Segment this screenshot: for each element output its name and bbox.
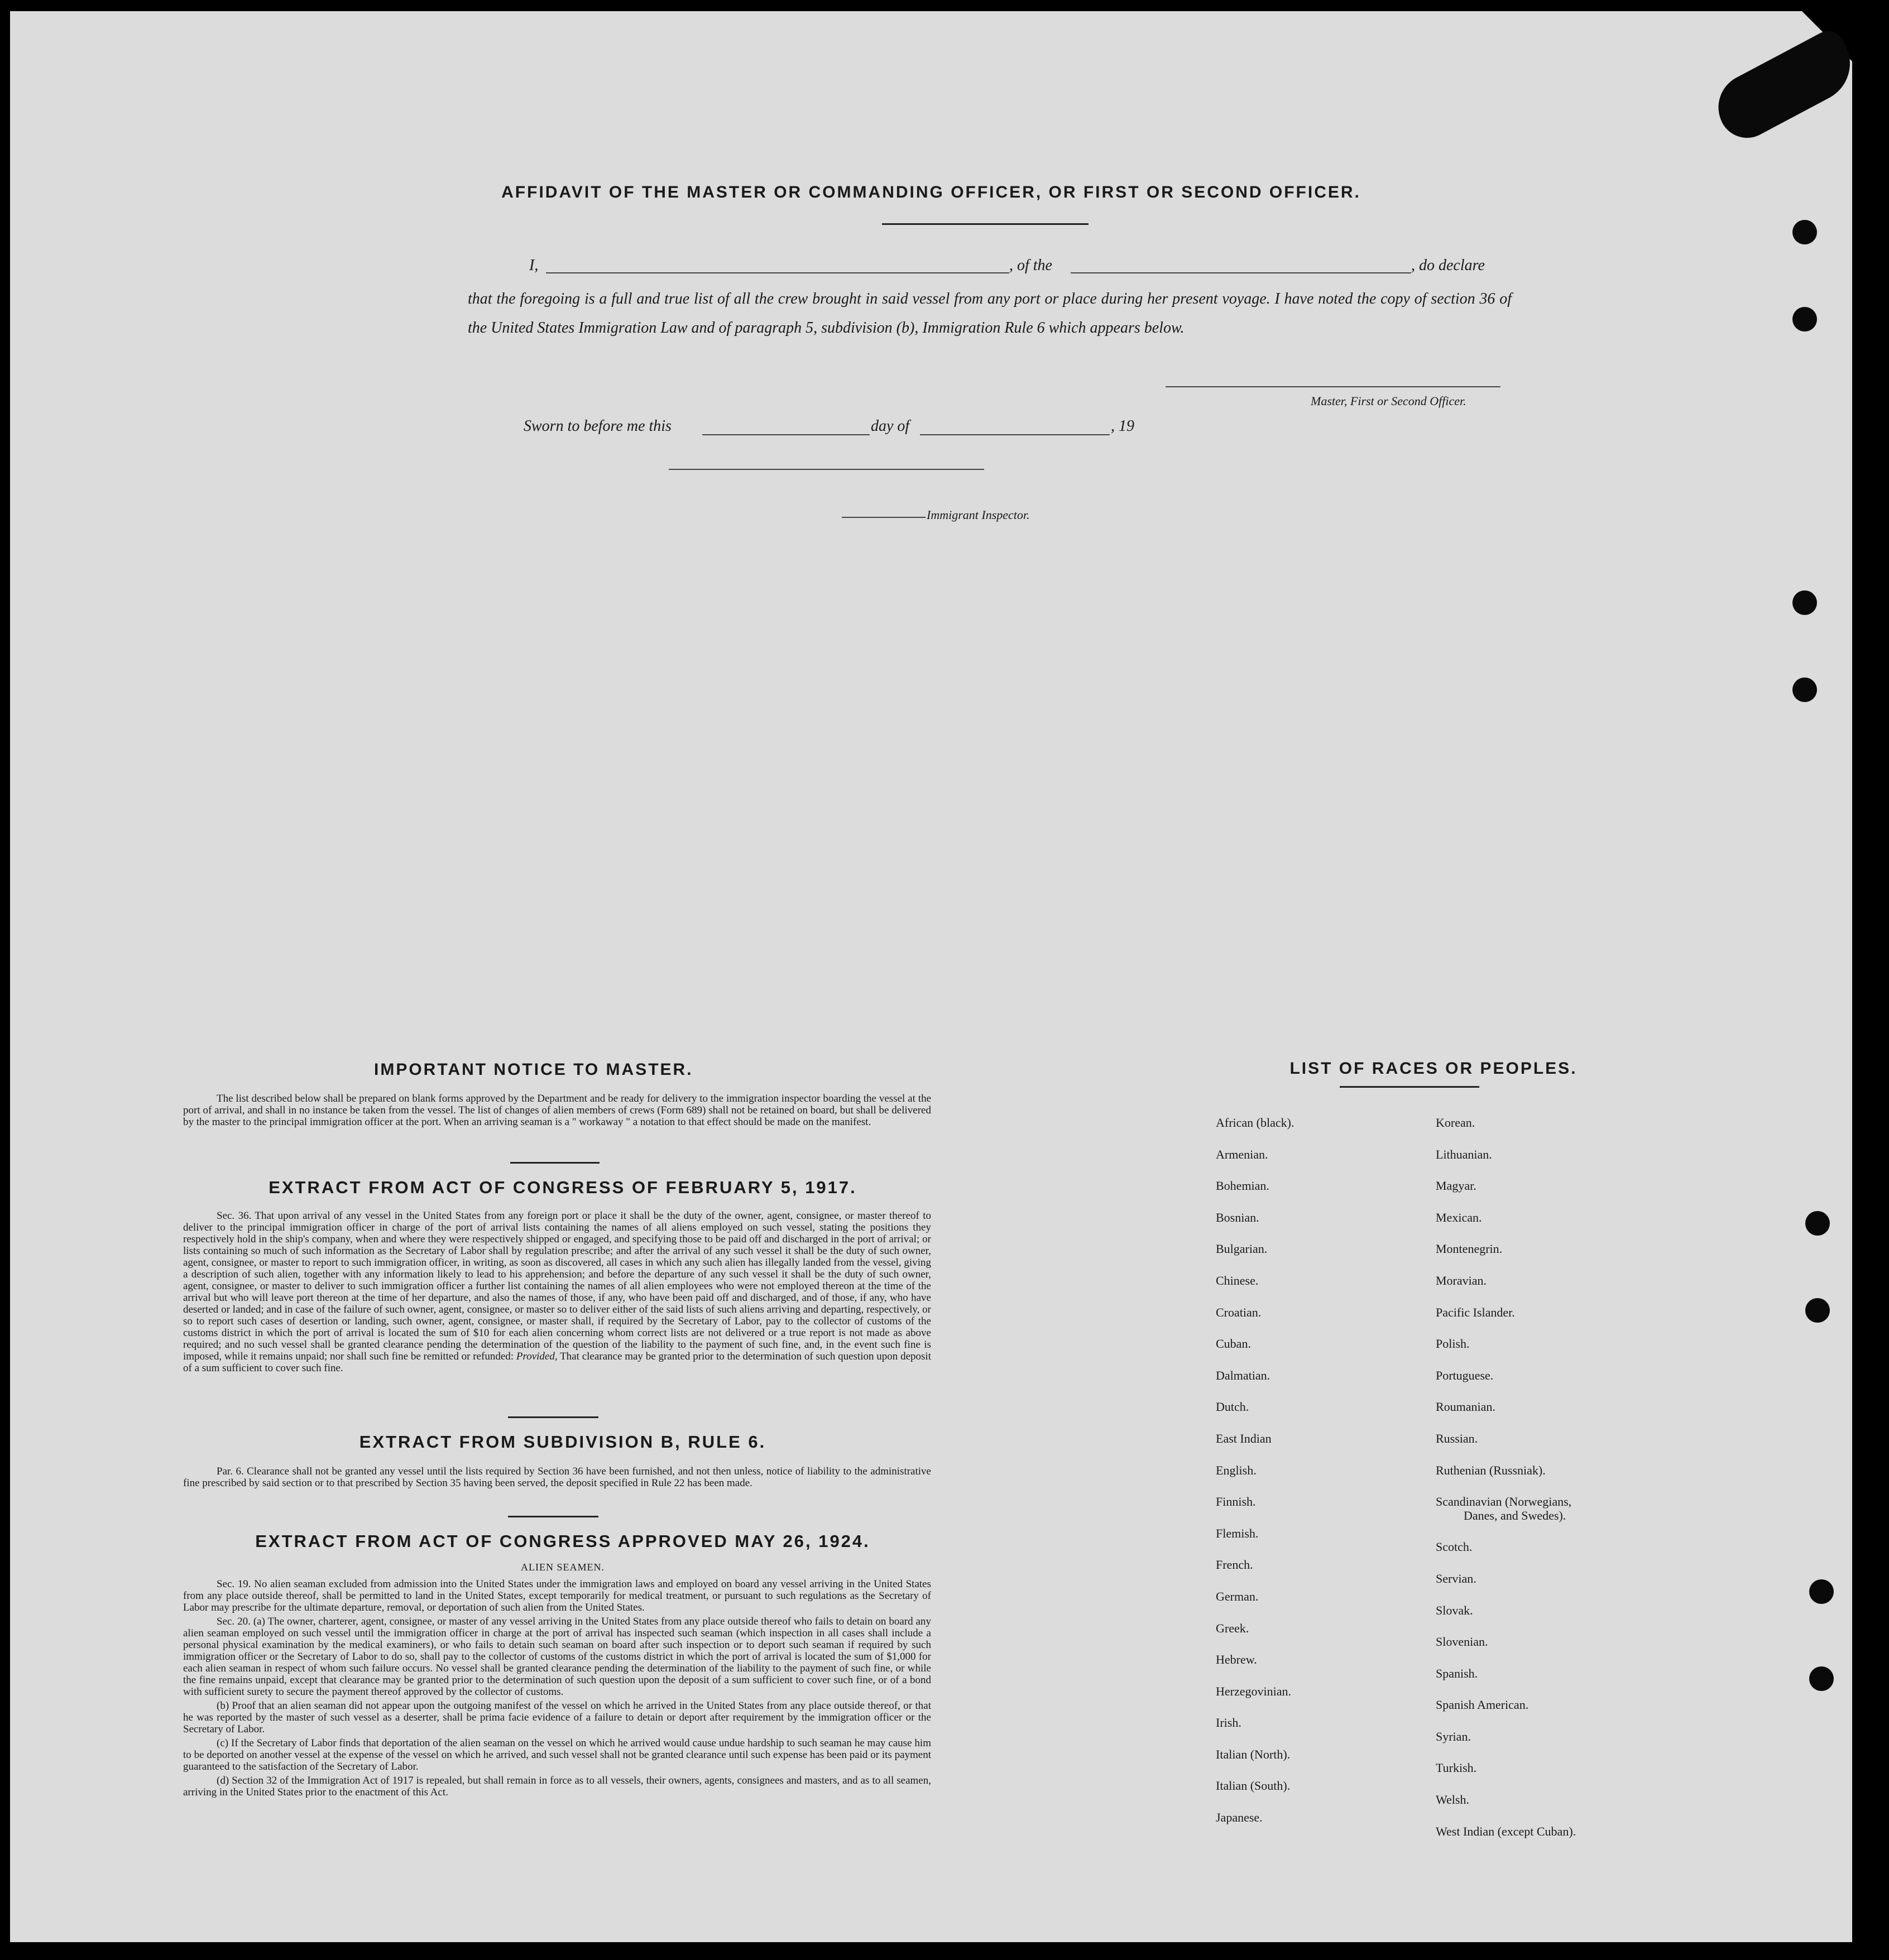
race-item: German. [1216,1589,1259,1603]
race-item: Magyar. [1436,1179,1476,1193]
race-item: Slovenian. [1436,1635,1488,1649]
race-item: Mexican. [1436,1210,1482,1224]
race-item: Dalmatian. [1216,1368,1270,1382]
punch-hole [1805,1298,1830,1323]
race-item: Greek. [1216,1621,1249,1635]
race-item: Slovak. [1436,1603,1473,1617]
extract-1917-text [183,1210,931,1374]
sworn-label: Sworn to before me this [524,417,672,435]
i-label: I, [529,257,539,274]
race-item: Herzegovinian. [1216,1684,1291,1698]
extract-1924-title: EXTRACT FROM ACT OF CONGRESS APPROVED MAY 26, 1924. [255,1531,870,1551]
inspector-caption: Immigrant Inspector. [927,508,1030,522]
sec20a-text: Sec. 20. (a) The owner, charterer, agent, consignee, or master of any vessel arriving in the United States from any place outside thereof who fails to detain on board any alien seaman employed on such vessel until the immigration officer in charge at the port of arrival has inspected such seaman (which inspection in all cases shall include a personal physical examination by the medical examiners), or who fails to detain such seaman on board after such inspection or to deport such seaman if required by such immigration officer or the Secretary of Labor to do so, shall pay to the collector of customs of the customs district in which the port of arrival is located the sum of $1,000 for each alien seaman in respect of whom such failure occurs. No vessel shall be granted clearance pending the determination of the liability to the payment of such fine, or while the fine remains unpaid, except that clearance may be granted prior to the determination of such question upon the deposit of a sum sufficient to cover such fine, or of a bond with sufficient surety to secure the payment thereof approved by the collector of customs. [183,1616,931,1698]
do-declare-label: , do declare [1411,257,1485,274]
title-rule [882,223,1089,225]
race-item: Roumanian. [1436,1400,1495,1414]
races-title: LIST OF RACES OR PEOPLES. [1289,1059,1578,1078]
notice-title: IMPORTANT NOTICE TO MASTER. [374,1060,693,1079]
race-item: Pacific Islander. [1436,1305,1515,1319]
day-blank[interactable] [702,434,870,435]
extract-1924-subtitle: ALIEN SEAMEN. [521,1562,605,1573]
punch-hole [1792,590,1817,615]
race-item: Italian (North). [1216,1747,1291,1761]
inspector-signature-line[interactable] [669,469,984,470]
signature-caption: Master, First or Second Officer. [1311,394,1466,408]
race-item: Japanese. [1216,1810,1263,1825]
provided-label: Provided, [516,1351,558,1362]
punch-hole [1805,1211,1830,1236]
race-item: Russian. [1436,1431,1478,1445]
divider [510,1162,600,1164]
race-item: Syrian. [1436,1729,1471,1743]
races-left-column [1216,1107,1294,1834]
race-item: Finnish. [1216,1495,1256,1509]
extract-rule6-text: Par. 6. Clearance shall not be granted any vessel until the lists required by Section 36 have been furnished, and not then unless, notice of liability to the administrative fine prescribed by said section or to that prescribed by Section 35 having been served, the deposit specified in Rule 22 has been made. [183,1466,931,1489]
divider [508,1416,598,1418]
race-item: Spanish American. [1436,1698,1529,1712]
inspector-prefix-line [842,517,926,518]
race-item: Moravian. [1436,1273,1487,1288]
race-item: Dutch. [1216,1400,1249,1414]
race-item: Montenegrin. [1436,1242,1503,1256]
notice-text: The list described below shall be prepared on blank forms approved by the Department and be ready for delivery to the immigration inspector boarding the vessel at the port of arrival, and shall in no instance be taken from the vessel. The list of changes of alien members of crews (Form 689) shall not be retained on board, but shall be delivered by the master to the principal immigration officer at the port. When an arriving seaman is a " workaway " a notation to that effect should be made on the manifest. [183,1093,931,1128]
race-item: Portuguese. [1436,1368,1494,1382]
sec20b-text: (b) Proof that an alien seaman did not appear upon the outgoing manifest of the vessel on which he arrived in the United States from any place outside thereof, or that he was reported by the master of such vessel as a deserter, shall be prima facie evidence of a failure to detain or deport after requirement by the immigration officer or the Secretary of Labor. [183,1700,931,1735]
race-item: Hebrew. [1216,1652,1257,1667]
sec20c-text: (c) If the Secretary of Labor finds that deportation of the alien seaman on the vessel on which he arrived would cause undue hardship to such seaman he may cause him to be deported on another vessel at the expense of the vessel on which he arrived, and such vessel shall not be granted clearance until such expense has been paid or its payment guaranteed to the satisfaction of the Secretary of Labor. [183,1737,931,1772]
races-right-column [1436,1107,1576,1847]
divider [1340,1086,1479,1088]
race-item: French. [1216,1558,1253,1572]
race-item: Italian (South). [1216,1779,1291,1793]
sec36-label: Sec. 36. [217,1210,252,1222]
punch-hole [1792,307,1817,332]
provided-text: That clearance may be granted prior to the determination of such question upon deposit of a sum sufficient to cover such fine. [183,1351,931,1374]
year-label: , 19 [1111,417,1134,435]
race-item: Korean. [1436,1116,1475,1130]
affidavit-body: that the foregoing is a full and true list of all the crew brought in said vessel from any port or place during her present voyage. I have noted the copy of section 36 of the United States Immigration Law and of paragraph 5, subdivision (b), Immigration Rule 6 which appears below. [468,290,1512,337]
race-item: English. [1216,1463,1257,1477]
race-item: Turkish. [1436,1761,1477,1775]
race-item: Chinese. [1216,1273,1259,1288]
extract-1924-text [183,1578,931,1798]
race-item: Croatian. [1216,1305,1262,1319]
sec19-text: Sec. 19. No alien seaman excluded from admission into the United States under the immigration laws and employed on board any vessel arriving in the United States from any place outside thereof, shall be permitted to land in the United States, except temporarily for medical treatment, or pursuant to such regulations as the Secretary of Labor may prescribe for the ultimate departure, removal, or deportation of such alien from the United States. [183,1578,931,1613]
race-item: Flemish. [1216,1526,1259,1540]
punch-hole [1809,1579,1834,1604]
race-item: Servian. [1436,1571,1476,1586]
day-of-label: day of [871,417,910,435]
race-item: Lithuanian. [1436,1147,1492,1161]
race-item: Bohemian. [1216,1179,1269,1193]
extract-rule6-title: EXTRACT FROM SUBDIVISION B, RULE 6. [359,1432,766,1452]
race-item: Spanish. [1436,1666,1478,1680]
affidavit-title: AFFIDAVIT OF THE MASTER OR COMMANDING OFFICER, OR FIRST OR SECOND OFFICER. [501,183,1361,201]
document-page [10,11,1852,1942]
signature-line[interactable] [1166,386,1500,387]
race-item: Welsh. [1436,1793,1469,1807]
race-item: Ruthenian (Russniak). [1436,1463,1546,1477]
race-item: Bosnian. [1216,1210,1259,1224]
race-item: Cuban. [1216,1337,1251,1351]
punch-hole [1792,220,1817,244]
race-item: East Indian [1216,1431,1272,1445]
vessel-blank[interactable] [1071,272,1411,273]
of-the-label: , of the [1009,257,1052,274]
race-item: Danes, and Swedes). [1464,1508,1566,1522]
race-item: Bulgarian. [1216,1242,1268,1256]
sec20d-text: (d) Section 32 of the Immigration Act of 1917 is repealed, but shall remain in force as to all vessels, their owners, agents, consignees and masters, and as to all seamen, arriving in the United States prior to the enactment of this Act. [183,1775,931,1798]
punch-hole [1809,1666,1834,1691]
race-item: Scandinavian (Norwegians, [1436,1495,1572,1509]
extract-1917-title: EXTRACT FROM ACT OF CONGRESS OF FEBRUARY 5, 1917. [269,1178,857,1197]
name-blank[interactable] [546,272,1009,273]
race-item: West Indian (except Cuban). [1436,1824,1576,1838]
sec36-text: That upon arrival of any vessel in the United States from any foreign port or place it shall be the duty of the owner, agent, consignee, or master thereof to deliver to the principal immigration officer in charge of the port of arrival lists containing the names of all aliens employed on such vessel, stating the positions they respectively hold in the ship's company, when and where they were respectively shipped or engaged, and specifying those to be paid off and discharged in the port of arrival; or lists containing so much of such information as the Secretary of Labor shall by regulation prescribe; and after the arrival of any such vessel it shall be the duty of such owner, agent, consignee, or master to report to such immigration officer, in writing, as soon as discovered, all cases in which any such alien has illegally landed from the vessel, giving a description of such alien, together with any information likely to lead to his apprehension; and before the departure of any such vessel it shall be the duty of such owner, agent, consignee, or master to deliver to such immigration officer a further list containing the names of all alien employees who were not employed thereon at the time of the arrival but who will leave port thereon at the time of her departure, and also the names of those, if any, who have been paid off and discharged, and of those, if any, who have deserted or landed; and in case of the failure of such owner, agent, consignee, or master so to deliver either of the said lists of such aliens arriving and departing, respectively, or so to report such cases of desertion or landing, such owner, agent, consignee, or master shall, if required by the Secretary of Labor, pay to the collector of customs of the customs district in which the port of arrival is located the sum of $10 for each alien concerning whom correct lists are not delivered or a true report is not made as above required; and no such vessel shall be granted clearance pending the determination of the question of the liability to the payment of such fine, and, in the event such fine is imposed, while it remains unpaid; nor shall such fine be remitted or refunded: [183,1210,931,1362]
race-item: African (black). [1216,1116,1295,1130]
race-item: Armenian. [1216,1147,1268,1161]
race-item: Polish. [1436,1337,1470,1351]
race-item: Scotch. [1436,1540,1473,1554]
divider [508,1516,598,1517]
month-blank[interactable] [920,434,1110,435]
race-item: Irish. [1216,1716,1241,1730]
ink-smudge [1706,25,1863,147]
punch-hole [1792,678,1817,702]
